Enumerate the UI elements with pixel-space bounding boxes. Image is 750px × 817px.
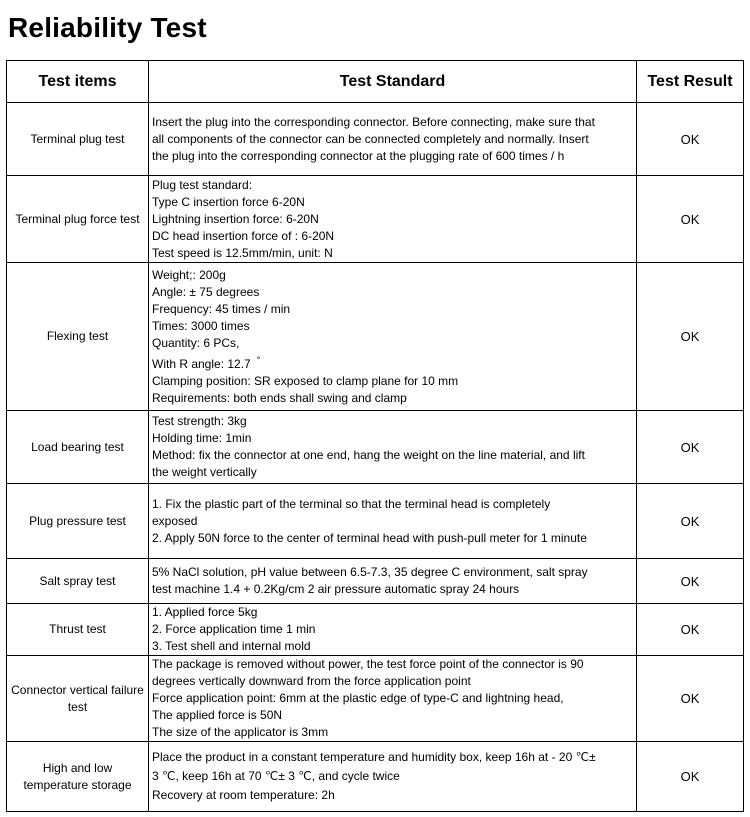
table-header-row <box>7 61 744 103</box>
standard-line: Insert the plug into the corresponding connector. Before connecting, make sure that <box>152 114 595 129</box>
test-item-cell: High and low temperature storage <box>7 742 149 812</box>
standard-line: Recovery at room temperature: 2h <box>152 788 335 802</box>
standard-line: 3 ℃, keep 16h at 70 ℃± 3 ℃, and cycle twice <box>152 769 400 783</box>
test-item-cell: Thrust test <box>7 604 149 656</box>
degree-mark: ° <box>256 354 261 365</box>
standard-line: The package is removed without power, the test force point of the connector is 90 <box>152 657 584 671</box>
table-row <box>7 103 744 176</box>
table-row <box>7 604 744 656</box>
standard-line: Frequency: 45 times / min <box>152 301 291 316</box>
test-item-cell: Flexing test <box>7 263 149 411</box>
test-standard-cell <box>149 604 637 656</box>
r-angle-text: With R angle: 12.7 <box>152 356 251 371</box>
standard-line: 1. Applied force 5kg <box>152 605 258 619</box>
standard-line: DC head insertion force of : 6-20N <box>152 228 335 243</box>
test-item-cell: Load bearing test <box>7 411 149 484</box>
test-item-cell: Terminal plug force test <box>7 176 149 263</box>
test-standard-cell <box>149 559 637 604</box>
standard-line: the weight vertically <box>152 465 257 479</box>
test-standard-cell <box>149 742 637 812</box>
test-result-cell: OK <box>637 103 744 176</box>
standard-line: The size of the applicator is 3mm <box>152 725 329 739</box>
standard-line: Times: 3000 times <box>152 318 250 333</box>
header-test-result: Test Result <box>637 61 744 103</box>
standard-line: exposed <box>152 513 198 528</box>
standard-line: 2. Apply 50N force to the center of terminal head with push-pull meter for 1 minute <box>152 530 587 545</box>
test-result-cell: OK <box>637 263 744 411</box>
standard-line <box>152 352 633 373</box>
header-test-items: Test items <box>7 61 149 103</box>
test-standard-cell <box>149 484 637 559</box>
standard-line: Lightning insertion force: 6-20N <box>152 211 319 226</box>
test-result-cell: OK <box>637 411 744 484</box>
standard-line: Weight;: 200g <box>152 267 226 282</box>
test-result-cell: OK <box>637 742 744 812</box>
standard-line: Force application point: 6mm at the plastic edge of type-C and lightning head, <box>152 691 564 705</box>
standard-line: Requirements: both ends shall swing and clamp <box>152 390 407 405</box>
standard-line: Angle: ± 75 degrees <box>152 284 260 299</box>
table-row <box>7 742 744 812</box>
standard-line: Quantity: 6 PCs, <box>152 335 240 350</box>
table-row <box>7 263 744 411</box>
test-item-cell: Terminal plug test <box>7 103 149 176</box>
test-standard-cell <box>149 656 637 742</box>
standard-line: Type C insertion force 6-20N <box>152 194 305 209</box>
test-result-cell: OK <box>637 484 744 559</box>
page-title: Reliability Test <box>8 12 207 43</box>
test-standard-cell <box>149 411 637 484</box>
test-result-cell: OK <box>637 559 744 604</box>
test-standard-cell <box>149 176 637 263</box>
standard-line: test machine 1.4 + 0.2Kg/cm 2 air pressure automatic spray 24 hours <box>152 582 520 596</box>
standard-line: Test speed is 12.5mm/min, unit: N <box>152 245 333 260</box>
header-test-standard: Test Standard <box>149 61 637 103</box>
reliability-test-table <box>6 60 744 812</box>
standard-line: 1. Fix the plastic part of the terminal so that the terminal head is completely <box>152 496 551 511</box>
standard-line: The applied force is 50N <box>152 708 283 722</box>
standard-line: Method: fix the connector at one end, hang the weight on the line material, and lift <box>152 448 585 462</box>
standard-line: the plug into the corresponding connector at the plugging rate of 600 times / h <box>152 148 565 163</box>
standard-line: 3. Test shell and internal mold <box>152 639 311 653</box>
test-result-cell: OK <box>637 176 744 263</box>
test-item-cell: Connector vertical failure test <box>7 656 149 742</box>
standard-line: Place the product in a constant temperature and humidity box, keep 16h at - 20 ℃± <box>152 750 596 764</box>
table-row <box>7 559 744 604</box>
standard-line: Holding time: 1min <box>152 431 252 445</box>
test-item-cell: Plug pressure test <box>7 484 149 559</box>
test-item-cell: Salt spray test <box>7 559 149 604</box>
test-result-cell: OK <box>637 604 744 656</box>
test-standard-cell <box>149 263 637 411</box>
standard-line: Test strength: 3kg <box>152 414 247 428</box>
table-row <box>7 484 744 559</box>
standard-line: all components of the connector can be connected completely and normally. Insert <box>152 131 589 146</box>
table-row <box>7 656 744 742</box>
table-row <box>7 411 744 484</box>
standard-line: degrees vertically downward from the force application point <box>152 674 471 688</box>
test-standard-cell <box>149 103 637 176</box>
test-result-cell: OK <box>637 656 744 742</box>
standard-line: 2. Force application time 1 min <box>152 622 316 636</box>
standard-line: Clamping position: SR exposed to clamp plane for 10 mm <box>152 373 459 388</box>
standard-line: Plug test standard: <box>152 177 253 192</box>
standard-line: 5% NaCl solution, pH value between 6.5-7.3, 35 degree C environment, salt spray <box>152 565 588 579</box>
table-row <box>7 176 744 263</box>
